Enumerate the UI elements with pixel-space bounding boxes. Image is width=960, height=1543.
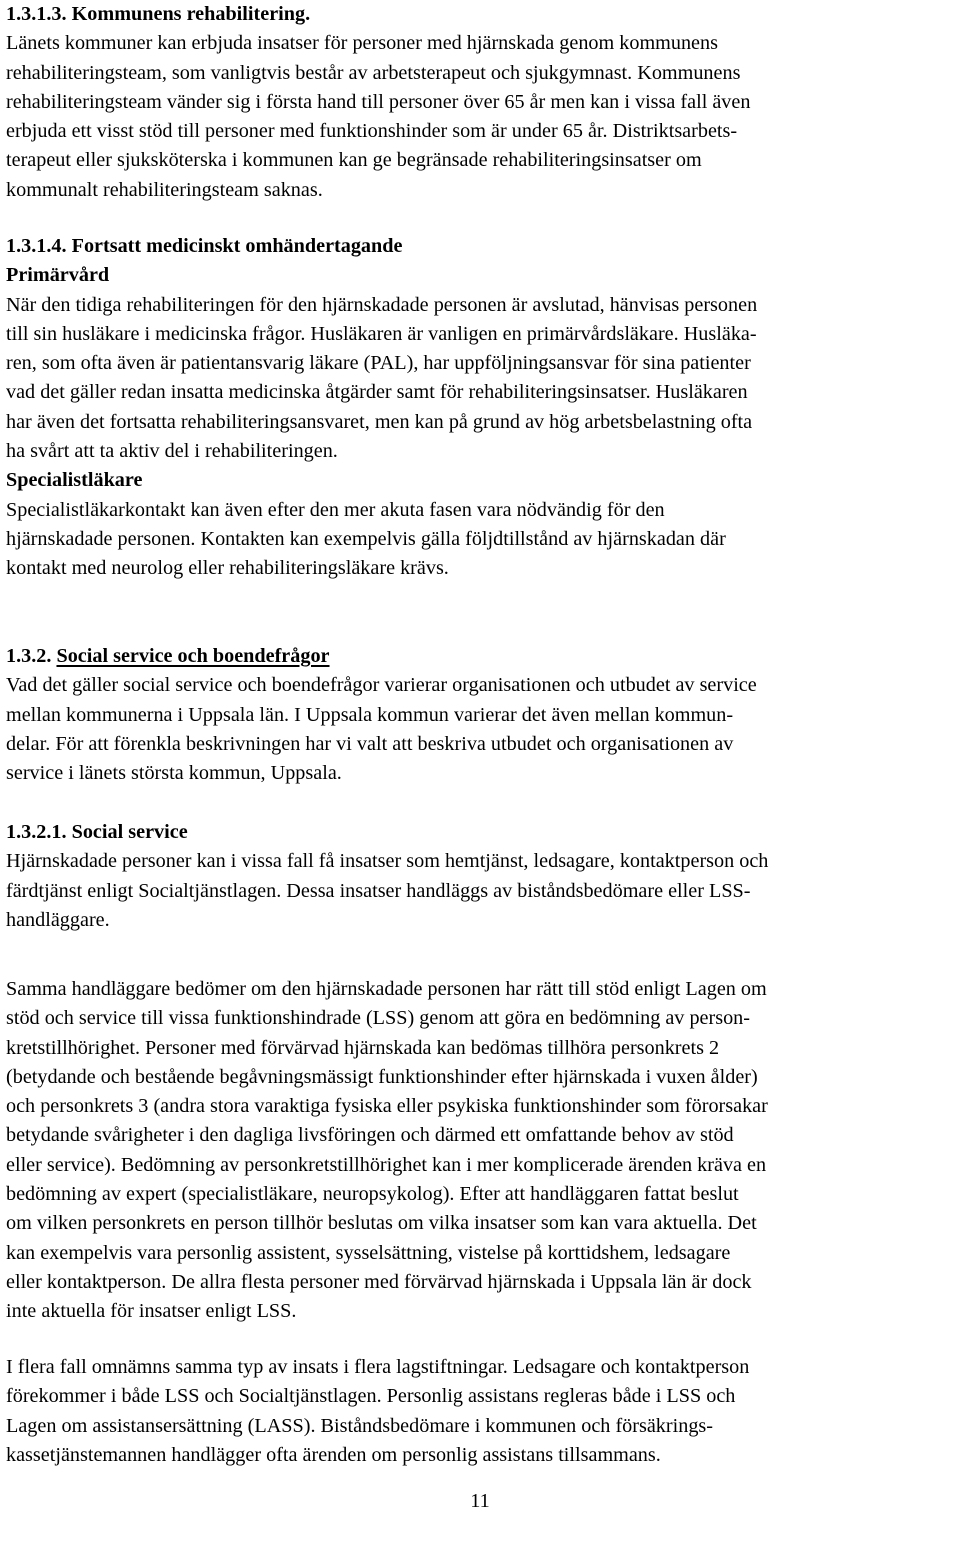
section-heading: 1.3.1.3. Kommunens rehabilitering. (6, 3, 311, 25)
paragraph-line: bedömning av expert (specialistläkare, neuropsykolog). Efter att handläggaren fattat beslut (6, 1183, 739, 1206)
paragraph-line: ha svårt att ta aktiv del i rehabiliteringen. (6, 440, 338, 463)
subheading-primarvard: Primärvård (6, 264, 110, 287)
paragraph-line: När den tidiga rehabiliteringen för den hjärnskadade personen är avslutad, hänvisas personen (6, 293, 758, 316)
paragraph-line: har även det fortsatta rehabiliteringsansvaret, men kan på grund av hög arbetsbelastning ofta (6, 410, 753, 433)
paragraph-line: eller service). Bedömning av personkretstillhörighet kan i mer komplicerade ärenden kräva en (6, 1153, 767, 1176)
section-heading: 1.3.1.4. Fortsatt medicinskt omhändertagande (6, 235, 403, 257)
section-number: 1.3.2. (6, 645, 52, 667)
paragraph-line: rehabiliteringsteam, som vanligtvis består av arbetsterapeut och sjukgymnast. Kommunens (6, 61, 741, 84)
paragraph-line: kassetjänstemannen handlägger ofta ärenden om personlig assistans tillsammans. (6, 1443, 661, 1466)
section-heading: 1.3.2.1. Social service (6, 821, 188, 843)
paragraph-line: och personkrets 3 (andra stora varaktiga fysiska eller psykiska funktionshinder som förorsakar (6, 1095, 768, 1118)
paragraph-line: Lagen om assistansersättning (LASS). Biståndsbedömare i kommunen och försäkrings- (6, 1414, 713, 1437)
paragraph-line: Hjärnskadade personer kan i vissa fall få insatser som hemtjänst, ledsagare, kontaktperson och (6, 850, 769, 873)
paragraph-line: ren, som ofta även är patientansvarig läkare (PAL), har uppföljningsansvar för sina patienter (6, 352, 751, 375)
paragraph-line: eller kontaktperson. De allra flesta personer med förvärvad hjärnskada i Uppsala län är dock (6, 1270, 752, 1293)
paragraph-line: färdtjänst enligt Socialtjänstlagen. Dessa insatser handläggs av biståndsbedömare eller LSS- (6, 879, 751, 902)
paragraph-line: rehabiliteringsteam vänder sig i första hand till personer över 65 år men kan i vissa fall även (6, 90, 751, 113)
paragraph-line: delar. För att förenkla beskrivningen har vi valt att beskriva utbudet och organisationen av (6, 732, 734, 755)
paragraph-line: hjärnskadade personen. Kontakten kan exempelvis gälla följdtillstånd av hjärnskadan där (6, 527, 726, 550)
paragraph-line: (betydande och bestående begåvningsmässigt funktionshinder efter hjärnskada i vuxen ålder) (6, 1065, 758, 1088)
paragraph-line: handläggare. (6, 908, 110, 931)
section-1-3-2-1 (6, 818, 956, 935)
section-1-3-2 (6, 642, 956, 788)
section-1-3-1-4 (6, 232, 956, 584)
paragraph-line: Länets kommuner kan erbjuda insatser för personer med hjärnskada genom kommunens (6, 32, 718, 55)
paragraph-line: inte aktuella för insatser enligt LSS. (6, 1300, 297, 1323)
paragraph-line: förekommer i både LSS och Socialtjänstlagen. Personlig assistans regleras både i LSS och (6, 1385, 736, 1408)
paragraph-line: erbjuda ett visst stöd till personer med funktionshinder som är under 65 år. Distriktsarbets- (6, 120, 738, 143)
paragraph-line: kontakt med neurolog eller rehabiliteringsläkare krävs. (6, 557, 449, 580)
paragraph-line: stöd och service till vissa funktionshindrade (LSS) genom att göra en bedömning av person- (6, 1007, 750, 1030)
paragraph-line: mellan kommunerna i Uppsala län. I Uppsala kommun varierar det även mellan kommun- (6, 703, 734, 726)
paragraph-line: till sin husläkare i medicinska frågor. Husläkaren är vanligen en primärvårdsläkare. Husläka- (6, 322, 757, 345)
paragraph-line: Specialistläkarkontakt kan även efter den mer akuta fasen vara nödvändig för den (6, 498, 665, 521)
section-1-3-1-3 (6, 0, 956, 205)
paragraph-line: kretstillhörighet. Personer med förvärvad hjärnskada kan bedömas tillhöra personkrets 2 (6, 1036, 720, 1059)
paragraph-line: Samma handläggare bedömer om den hjärnskadade personen har rätt till stöd enligt Lagen om (6, 978, 767, 1000)
section-heading (6, 642, 956, 671)
paragraph-line: kan exempelvis vara personlig assistent, sysselsättning, vistelse på korttidshem, ledsagare (6, 1241, 731, 1264)
paragraph-lagstiftningar (6, 1353, 956, 1470)
paragraph-line: kommunalt rehabiliteringsteam saknas. (6, 178, 323, 201)
paragraph-line: om vilken personkrets en person tillhör beslutas om vilka insatser som kan vara aktuella. Det (6, 1212, 757, 1235)
page-number: 11 (470, 1490, 490, 1512)
paragraph-line: service i länets största kommun, Uppsala. (6, 762, 342, 785)
subheading-specialistlakare: Specialistläkare (6, 469, 143, 492)
paragraph-line: I flera fall omnämns samma typ av insats i flera lagstiftningar. Ledsagare och kontaktperson (6, 1356, 750, 1378)
paragraph-line: betydande svårigheter i den dagliga livsföringen och därmed ett omfattande behov av stöd (6, 1124, 734, 1147)
paragraph-lss (6, 975, 956, 1327)
paragraph-line: terapeut eller sjuksköterska i kommunen kan ge begränsade rehabiliteringsinsatser om (6, 149, 702, 172)
paragraph-line: vad det gäller redan insatta medicinska åtgärder samt för rehabiliteringsinsatser. Husläkaren (6, 381, 748, 404)
section-title: Social service och boendefrågor (56, 645, 330, 667)
paragraph-line: Vad det gäller social service och boendefrågor varierar organisationen och utbudet av service (6, 674, 757, 697)
